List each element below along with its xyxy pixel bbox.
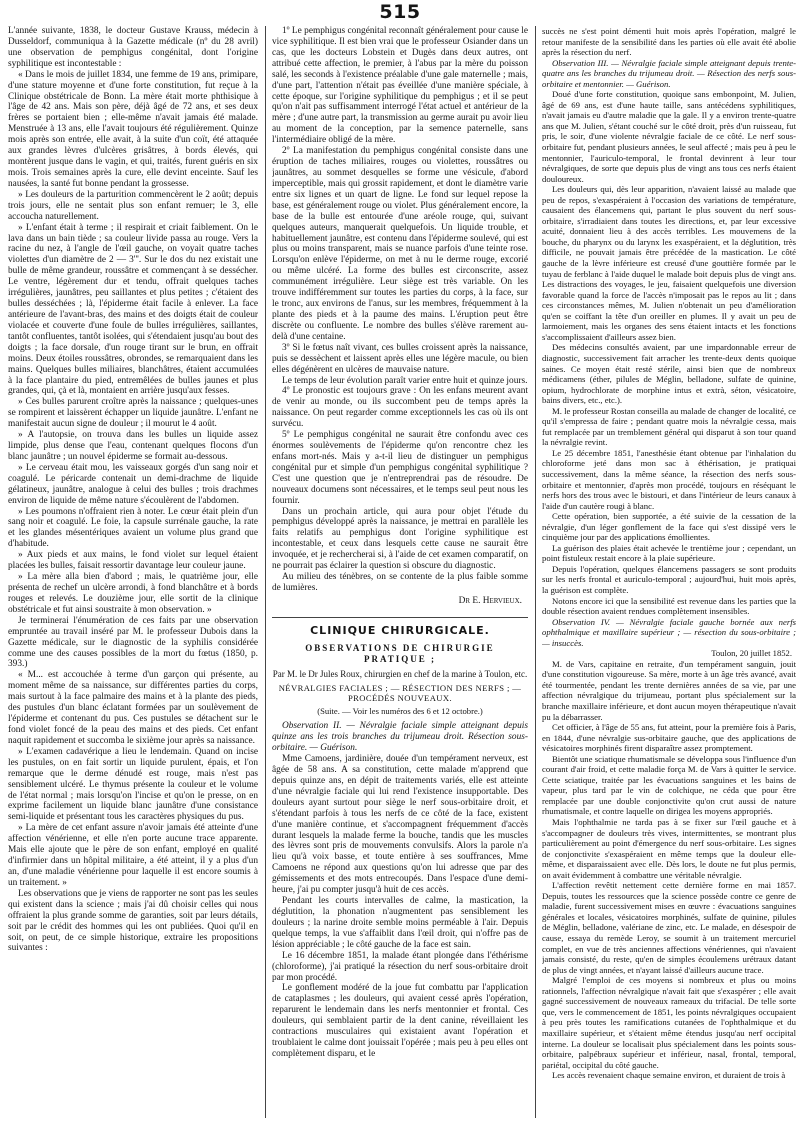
paragraph: Pendant les courts intervalles de calme, la mastication, la déglutition, la phonation n'augmentent pas sensiblement les douleurs ; la narine droite semble moins perméable à l'air. Depuis quelque temps, la vue s'affaiblit dans l'œil droit, qui n'offre pas de lésion appréciable ; le côté gauche de la face est sain. [272,896,528,950]
column-right [542,26,796,1118]
paragraph: « M... est accouchée à terme d'un garçon qui présente, au moment même de sa naissance, sur différentes parties du corps, mais surtout à la face palmaire des mains et à la plante des pieds, des pustules d'un blanc éclatant formées par un soulèvement de l'épiderme et contenant du pus. Ces pustules se détachent sur le fond violet foncé de la peau des mains et des pieds. Cet enfant naquit rapidement et succomba le sixième jour après sa naissance. [8,670,258,746]
dateline: Toulon, 20 juillet 1852. [711,648,792,659]
paragraph: M. de Vars, capitaine en retraite, d'un tempérament sanguin, jouit d'une constitution vigoureuse. Sa mère, morte à un âge très avancé, avait été tourmentée, pendant les trente dernières années de sa vie, par une affection névralgique du trijumeau, portant plus spécialement sur la branche maxillaire inférieure, et dont aucun moyen thérapeutique n'avait pu la débarrasser. [542,658,796,722]
paragraph: » Le cerveau était mou, les vaisseaux gorgés d'un sang noir et coagulé. Le péricarde contenait un demi-drachme de liquide gélatineux, jaunâtre, analogue à celui des bulles ; trois drachmes environ de liquide de même nature s'écoulèrent de l'abdomen. [8,462,258,506]
paragraph: Le 16 décembre 1851, la malade étant plongée dans l'éthérisme (chloroforme), j'ai pratiqué la résection du nerf sous-orbitaire droit par mon procédé. [272,950,528,983]
paragraph: Le temps de leur évolution paraît varier entre huit et quinze jours. [282,375,528,386]
observation-heading: Observation IV. — Névralgie faciale gauche bornée aux nerfs ophthalmique et maxillaire supérieur ; — résection du sous-orbitaire ; — insuccès. [542,616,796,648]
paragraph: » L'examen cadavérique a lieu le lendemain. Quand on incise les pustules, on en fait sortir un liquide purulent, épais, et l'on remarque que le derme dénudé est rouge, mais n'est pas sensiblement ulcéré. Le thymus présente la couleur et le volume de l'état normal ; mais lorsqu'on l'incise et qu'on le presse, on en exprime facilement un liquide blanc jaunâtre d'une consistance semi-liquide et présentant tous les caractères physiques du pus. [8,746,258,823]
paragraph: » A l'autopsie, on trouva dans les bulles un liquide assez limpide, plus dense que l'eau, contenant quelques flocons d'un blanc jaunâtre ; un nouvel épiderme se formait au-dessous. [8,430,258,462]
paragraph: Depuis l'opération, quelques élancemens passagers se sont produits sur les nerfs frontal et auriculo-temporal ; aujourd'hui, huit mois après, la guérison est complète. [542,563,796,595]
paragraph: Les observations que je viens de rapporter ne sont pas les seules qui existent dans la science ; mais j'ai dû choisir celles qui nous offraient la plus grande somme de garanties, soit par leurs détails, soit par le crédit des hommes qui les ont publiées. Quoi qu'il en soit, on peut, de ce simple historique, extraire les propositions suivantes : [8,888,258,954]
paragraph: » Les douleurs de la parturition commencèrent le 2 août; depuis trois jours, elle ne sentait plus son enfant remuer; le 3, elle accoucha naturellement. [8,189,258,222]
column-middle [272,26,528,1118]
paragraph: Je terminerai l'énumération de ces faits par une observation empruntée au travail inséré par M. le professeur Dubois dans la Gazette médicale, sur le diagnostic de la syphilis considérée comme une des causes possibles de la mort du fœtus (1850, p. 393.) [8,615,258,670]
paragraph: » La mère de cet enfant assure n'avoir jamais été atteinte d'une affection vénérienne, et elle n'en porte aucune trace apparente. Mais elle ajoute que le père de son enfant, employé en qualité d'infirmier dans un hôpital militaire, a été atteint, il y a plus d'un an, d'une maladie vénérienne pour laquelle il est encore soumis à un traitement. » [8,823,258,888]
paragraph: Doué d'une forte constitution, quoique sans embonpoint, M. Julien, âgé de 69 ans, est d'une haute taille, sans antécédens syphilitiques, n'avait jamais eu d'autre maladie que la gale. Il y a environ trente-quatre ans que M. Julien, s'étant couché sur le côté droit, près d'un ruisseau, fut pris, le soir, d'une violente névralgie faciale de ce côté. Le nerf sous-orbitaire fut, pendant plusieurs années, le seul affecté ; mais peu à peu le mentonnier, l'auriculo-temporal, le frontal devinrent à leur tour névralgiques, de sorte que depuis plus de vingt ans tous ces nerfs étaient douloureux. [542,89,796,184]
section-title: CLINIQUE CHIRURGICALE. [272,617,528,637]
paragraph: » La mère alla bien d'abord ; mais, le quatrième jour, elle présenta de rechef un ulcère arrondi, à fond blanchâtre et à bords rouges et relevés. Le douzième jour, elle sortit de la clinique obstétricale et fut ainsi soustraite à mon observation. » [8,572,258,615]
author-signature: Dr E. Hervieux. [458,595,522,606]
paragraph: » Aux pieds et aux mains, le fond violet sur lequel étaient placées les bulles, faisait ressortir davantage leur couleur jaune. [8,550,258,572]
paragraph: 4º Le pronostic est toujours grave : On les enfans meurent avant de venir au monde, ou ils succombent peu de temps après la naissance. On peut regarder comme exceptionnels les cas où ils ont survécu. [272,386,528,430]
paragraph: Notons encore ici que la sensibilité est revenue dans les parties que la double résection avaient rendues complètement insensibles. [542,595,796,617]
paragraph: Cet officier, à l'âge de 55 ans, fut atteint, pour la première fois à Paris, en 1844, d'une névralgie sus-orbitaire gauche, que des applications de vésicatoires morphinés firent disparaître assez promptement. [542,722,796,754]
paragraph: » L'enfant était à terme ; il respirait et criait faiblement. On le lava dans un bain tiède ; sa couleur livide passa au rouge. Vers la racine du nez, à l'angle de l'œil gauche, on voyait quatre taches violettes d'un diamètre de 2 — 3'''. Sur le dos du nez existait une bulle de même grandeur, roussâtre et commençant à se dessécher. Le ventre, légèrement dur et tendu, offrait quelques taches irrégulières, jaunâtres, peu saillantes et plus petites ; c'étaient des bulles desséchées ; là, l'épiderme était facile à enlever. La face antérieure de l'avant-bras, des mains et des doigts était de couleur violacée et couverte d'une foule de bulles irrégulières, saillantes, tantôt confluentes, tantôt isolées, qui s'étendaient jusqu'au bout des doigts ; la face dorsale, d'un rouge tirant sur le brun, en offrait moins. Deux étoiles roussâtres, obrondes, se remarquaient dans les mains. Quelques bulles miliaires, blanchâtres, étaient accumulées à la face plantaire du pied, entremêlées de bulles jaunes et plus grandes, qui, çà et là, montaient en arrière jusqu'aux fesses. [8,222,258,397]
paragraph: Cette opération, bien supportée, a été suivie de la cessation de la névralgie, d'un léger gonflement de la face qui s'est dissipé vers le cinquième jour par des applications émollientes. [542,511,796,543]
continued-note: (Suite. — Voir les numéros des 6 et 12 octobre.) [317,706,483,717]
column-divider-left [265,26,266,1118]
paragraph: 3º Si le fœtus naît vivant, ces bulles croissent après la naissance, puis se dessèchent et laissent après elles une légère macule, ou bien elles dégénèrent en ulcères de mauvaise nature. [272,342,528,375]
article-title: NÉVRALGIES FACIALES ; — RÉSECTION DES NERFS ; — PROCÉDÉS NOUVEAUX. [278,682,522,704]
paragraph: » Ces bulles parurent croître après la naissance ; quelques-unes se rompirent et laissèrent échapper un liquide jaunâtre. L'enfant ne manifestait aucun signe de douleur ; il mourut le 4 août. [8,397,258,430]
column-divider-right [535,26,536,1118]
column-left [8,26,258,1118]
paragraph: L'affection revêtit nettement cette dernière forme en mai 1857. Depuis, toutes les ressources que la science possède contre ce genre de maladie, furent successivement mises en œuvre : évacuations sanguines générales et locales, vésicatoires morphinés, sulfate de quinine, pilules de Méglin, belladone, valériane de zinc, etc. Le malade, en désespoir de cause, essaya du remède Leroy, se soumit à un traitement mercuriel complet, en vue de très anciennes affections vénériennes, qui n'avaient jamais consisté, du reste, qu'en de simples écoulemens urétraux datant de plus de vingt années, et n'ayant laissé d'ailleurs aucune trace. [542,880,796,975]
paragraph: » Les poumons n'offraient rien à noter. Le cœur était plein d'un sang noir et coagulé. Le foie, la capsule surrénale gauche, la rate et les glandes mésentériques avaient un volume plus grand que d'habitude. [8,506,258,550]
paragraph: Dans un prochain article, qui aura pour objet l'étude du pemphigus développé après la naissance, je mettrai en parallèle les faits relatifs au pemphigus dont l'origine syphilitique est incontestable, et ceux dans lesquels cette cause ne saurait être invoquée, et je rechercherai si, à l'aide de cet examen comparatif, on ne pourrait pas éclairer la question si obscure du diagnostic. [272,506,528,572]
paragraph: Mais l'ophthalmie ne tarda pas à se fixer sur l'œil gauche et à s'accompagner de douleurs très vives, intermittentes, se montrant plus particulièrement au point d'émergence du nerf sous-orbitaire. Les signes de conjonctivite s'exaspéraient en même temps que la douleur elle-même, et disparaissaient avec elle. Dès lors, le doute ne fut plus permis, on avait évidemment à combattre une véritable névralgie. [542,817,796,880]
observation-heading: Observation III. — Névralgie faciale simple atteignant depuis trente-quatre ans les branches du trijumeau droit. — Résection des nerfs sous-orbitaire et mentonnier. — Guérison. [542,57,796,89]
paragraph: Les accès revenaient chaque semaine environ, et duraient de trois à [552,1070,786,1081]
paragraph: Des médecins consultés avaient, par une impardonnable erreur de diagnostic, successivement fait arracher les trente-deux dents quoique saines. Ce moyen était resté stérile, ainsi bien que de nombreux médicamens (éther, pilules de Méglin, belladone, sulfate de quinine, opium, hydrochlorate de morphine intus et extrà, séton, vésicatoire, bains divers, etc., etc.). [542,342,796,406]
paragraph: M. le professeur Rostan conseilla au malade de changer de localité, ce qu'il s'empressa de faire ; pendant quatre mois la névralgie cessa, mais fut remplacée par un tremblement général qui disparut à son tour quand la névralgie revint. [542,405,796,448]
paragraph: L'année suivante, 1838, le docteur Gustave Krauss, médecin à Dusseldorf, communiqua à la Gazette médicale (nº du 28 avril) une observation de pemphigus congénital, dont l'origine syphilitique est incontestable : [8,26,258,69]
observation-heading: Observation II. — Névralgie faciale simple atteignant depuis quinze ans les trois branches du trijumeau droit. Résection sous-orbitaire. — Guérison. [272,721,528,754]
paragraph: Au milieu des ténèbres, on se contente de la plus faible somme de lumières. [272,572,528,594]
paragraph: Le gonflement modéré de la joue fut combattu par l'application de cataplasmes ; les douleurs, qui avaient cessé après l'opération, reparurent le lendemain dans les nerfs mentonnier et frontal. Ces douleurs, qui semblaient partir de la dent canine, réveillaient les contractions musculaires qui existaient avant l'opération et troublaient le calme dont jouissait l'opérée ; mais peu à peu elles ont complètement disparu, et le [272,983,528,1059]
paragraph: Malgré l'emploi de ces moyens si nombreux et plus ou moins rationnels, l'affection névralgique n'avait fait que s'exaspérer ; elle avait gagné successivement de nouveaux rameaux du trifacial. De telle sorte que, vers le commencement de 1851, les points névralgiques occupaient à peu près toutes les ramifications cutanées de l'ophthalmique et du maxillaire supérieur, et s'étaient même étendus jusqu'au nerf occipital interne. La douleur se localisait plus spécialement dans les points sous-orbitaire, palpébraux supérieur et inférieur, nasal, frontal, temporal, pariétal, occipital du côté gauche. [542,975,796,1070]
page-number: 515 [379,1,421,23]
paragraph: 2º La manifestation du pemphigus congénital consiste dans une éruption de taches miliaires, rouges ou violettes, roussâtres ou jaunâtres, au sommet desquelles se forme une vésicule, d'abord imperceptible, mais qui grossit rapidement, et dont le diamètre varie entre six lignes et un quart de ligne. Le fond sur lequel repose la base, est généralement rouge ou violet. Plus généralement encore, la base de la bulle est entourée d'une aréole rouge, qui, suivant quelques auteurs, manquerait quelquefois. Un liquide trouble, et habituellement jaunâtre, est contenu dans l'épiderme soulevé, qui est plus ou moins transparent, mais se nuance parfois d'une teinte rose. Lorsqu'on enlève l'épiderme, on met à nu le derme rouge, excorié ou même ulcéré. La forme des bulles est circonscrite, assez communément irrégulière. Leur siège est très variable. On les trouve indifféremment sur toutes les parties du corps, à la face, sur le tronc, aux environs de l'anus, sur les membres, fréquemment à la plante des pieds et à la paume des mains. L'éruption peut être discrète ou confluente. Le nombre des bulles s'élève rarement au-delà d'une centaine. [272,146,528,342]
article-byline: Par M. le Dr Jules Roux, chirurgien en chef de la marine à Toulon, etc. [272,668,528,679]
paragraph: « Dans le mois de juillet 1834, une femme de 19 ans, primipare, d'une stature moyenne et d'une forte constitution, fut reçue à la Clinique obstétricale de Bonn. La mère était morte phthisique à l'âge de 42 ans. Mais son père, déjà âgé de 72 ans, et ses deux frères se portaient bien ; elle-même n'avait jamais été malade. Menstruée à 13 ans, elle l'avait toujours été régulièrement. Quinze mois après son entrée, elle avait, à la suite d'un coït, été attaquée aux grandes lèvres d'ulcères grisâtres, à bords élevés, qui montèrent jusque dans le vagin, et qui, traités, furent guéris en six mois. Trois semaines après la cure, elle devint enceinte. Sauf les nausées, la santé fut bonne pendant la grossesse. [8,69,258,189]
paragraph: Le 25 décembre 1851, l'anesthésie étant obtenue par l'inhalation du chloroforme jeté dans mon sac à éthérisation, je pratiquai successivement, dans la même séance, la résection des nerfs sous-orbitaire et mentonnier, d'après mon procédé, toujours en réséquant le nerfs hors des trous avec le bistouri, et dans l'intérieur de leurs canaux à l'aide d'un cautère rougi à blanc. [542,447,796,511]
paragraph: La guérison des plaies était achevée le trentième jour ; cependant, un point fistuleux restait encore à la plaie supérieure. [542,542,796,564]
paragraph: Les douleurs qui, dès leur apparition, n'avaient laissé au malade que peu de repos, s'exaspéraient à l'occasion des variations de température, causaient des élancemens qui, partant le plus souvent du nerf sous-orbitaire, s'irradiaient dans toutes les directions, et, par leur excessive acuité, donnaient lieu à des accès terribles. Les mouvemens de la bouche, du pharynx ou du larynx les exaspéraient, et la déglutition, très difficile, ne pouvait jamais être précédée de la mastication. Le côté gauche de la lèvre inférieure est creusé d'une gouttière formée par le tuyau de ferblanc à l'aide duquel le malade boit depuis plus de vingt ans. Les distractions des voyages, le jeu, faisaient quelquefois une diversion favorable quand la force de l'accès n'imposait pas le repos au lit ; dans ces circonstances mêmes, M. Julien n'obtenait un peu d'amélioration qu'en se coiffant la tête d'un oreiller en plumes. Il y avait un peu de larmoiement, mais les organes des sens étaient intacts et les fonctions s'accomplissaient d'ailleurs assez bien. [542,184,796,342]
subsection-title: OBSERVATIONS DE CHIRURGIE PRATIQUE ; [305,642,495,664]
paragraph: 1º Le pemphigus congénital reconnaît généralement pour cause le vice syphilitique. Il est bien vrai que le professeur Osiander dans un cas, que les docteurs Lobstein et Dugès dans deux autres, ont attribué cette affection, le premier, à l'abus par la mère du poisson salé, les seconds à l'existence préalable d'une gale maternelle ; mais, d'une part, l'attention n'était pas éveillée d'une manière spéciale, à cette époque, sur l'origine syphilitique du pemphigus ; et il se peut qu'on n'ait pas suffisamment interrogé l'état actuel et antérieur de la mère ; d'une autre part, la transmission au germe aurait pu avoir lieu au moment de la conception, par la semence paternelle, sans l'intermédiaire obligé de la mère. [272,26,528,146]
paragraph: succès ne s'est point démenti huit mois après l'opération, malgré le retour manifeste de la sensibilité dans les parties où elle avait été abolie après la résection du nerf. [542,26,796,58]
paragraph: Mme Camoens, jardinière, douée d'un tempérament nerveux, est âgée de 58 ans. A sa constitution, cette malade m'apprend que depuis quinze ans, en dépit de traitements variés, elle est atteinte d'une névralgie faciale qui lui rend l'existence insupportable. Des douleurs ayant surtout pour siège le nerf sous-orbitaire droit, et s'étendant parfois à tous les nerfs de ce côté de la face, existent d'une manière continue, et s'accompagnent fréquemment d'accès durant lesquels la malade ferme la bouche, tandis que les muscles des lèvres sont pris de mouvements convulsifs. Alors la parole n'a lieu qu'à voix basse, et toute entière à ses souffrances, Mme Camoens ne répond aux questions qu'on lui adresse que par des gémissements et des mots entrecoupés. Dans l'espace d'une demi-heure, j'ai pu compter jusqu'à huit de ces accès. [272,754,528,896]
paragraph: Bientôt une sciatique rhumatismale se développa sous l'influence d'un courant d'air froid, et cette maladie força M. de Vars à quitter le service. Cette sciatique, traitée par les évacuations sanguines et les bains de vapeur, plus tard par le vin de colchique, ne céda que pour être remplacée par une double conjonctivite qu'on crut aussi de nature rhumatismale, et contre laquelle on dirigea les moyens appropriés. [542,753,796,817]
paragraph: 5º Le pemphigus congénital ne saurait être confondu avec ces énormes soulèvements de l'épiderme qu'on rencontre chez les enfans mort-nés. Mais y a-t-il lieu de distinguer un pemphigus congénital pur et simple d'un pemphigus congénital syphilitique ? C'est une question que je n'entreprendrai pas de résoudre. De nouveaux documens sont nécessaires, et le temps seul peut nous les fournir. [272,430,528,506]
